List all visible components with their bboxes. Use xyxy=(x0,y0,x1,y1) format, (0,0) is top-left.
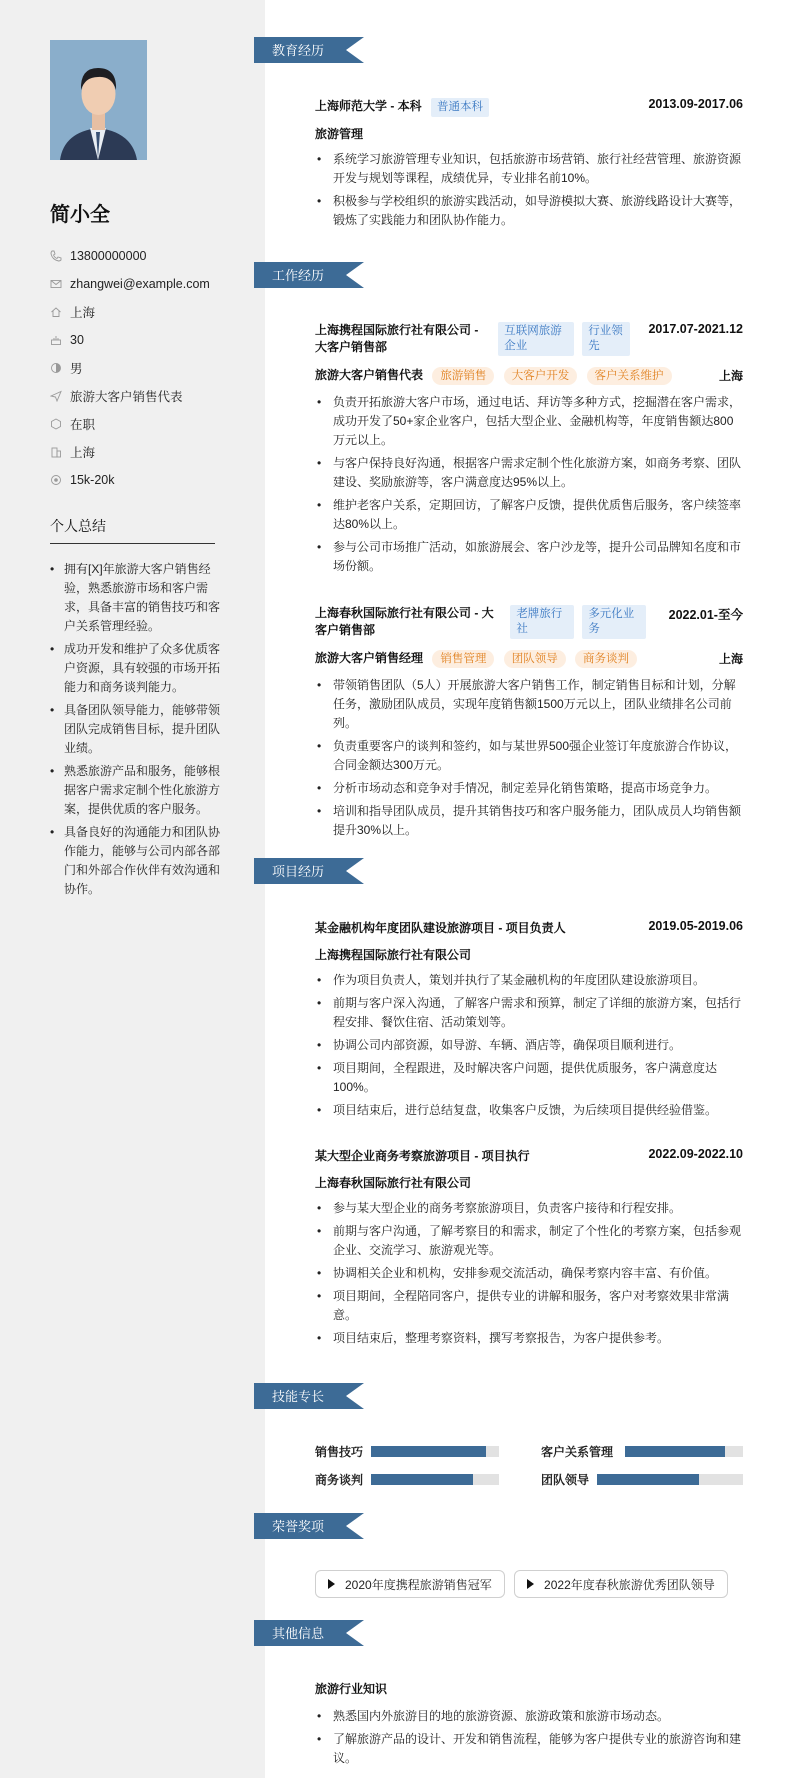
award-label: 2020年度携程旅游销售冠军 xyxy=(345,1577,492,1592)
skill-tag: 旅游销售 xyxy=(432,367,494,385)
skill-tag: 客户关系维护 xyxy=(587,367,672,385)
candidate-name: 简小全 xyxy=(50,204,110,226)
company-tag: 老牌旅行社 xyxy=(510,605,574,639)
home-icon xyxy=(50,306,62,318)
education-date: 2013.09-2017.06 xyxy=(648,97,743,111)
section-title: 项目经历 xyxy=(272,864,325,879)
status-row xyxy=(50,410,250,438)
work-bullets xyxy=(315,393,743,576)
bullet-item: • 协调相关企业和机构，安排参观交流活动，确保考察内容丰富、有价值。 xyxy=(315,1264,743,1283)
project-title: 某金融机构年度团队建设旅游项目 - 项目负责人 xyxy=(315,921,566,935)
skill-name: 销售技巧 xyxy=(315,1444,364,1459)
section-title: 工作经历 xyxy=(272,268,325,283)
project-date: 2022.09-2022.10 xyxy=(648,1147,743,1161)
skill-item xyxy=(541,1471,743,1487)
company-tag: 行业领先 xyxy=(582,322,630,356)
company-name: 上海春秋国际旅行社有限公司 - 大客户销售部 xyxy=(315,606,494,637)
summary-list xyxy=(50,560,220,903)
education-bullets xyxy=(315,150,743,230)
bullet-item: • 分析市场动态和竞争对手情况，制定差异化销售策略，提高市场竞争力。 xyxy=(315,779,743,798)
job-row xyxy=(50,382,250,410)
target-city-row xyxy=(50,438,250,466)
phone-icon xyxy=(50,250,62,262)
bullet-item: • 了解旅游产品的设计、开发和销售流程，能够为客户提供专业的旅游咨询和建议。 xyxy=(315,1730,743,1768)
salary-row xyxy=(50,466,250,494)
section-header-other xyxy=(254,1620,364,1646)
skill-bar-fill xyxy=(371,1446,486,1457)
email-row xyxy=(50,270,250,298)
bullet-item: • 培训和指导团队成员，提升其销售技巧和客户服务能力，团队成员人均销售额提升30%以上。 xyxy=(315,802,743,840)
skill-item xyxy=(315,1471,499,1487)
skills-grid xyxy=(315,1443,743,1487)
major: 旅游管理 xyxy=(315,127,364,141)
work-entry xyxy=(315,322,743,580)
skill-name: 客户关系管理 xyxy=(541,1444,614,1459)
contact-info xyxy=(50,242,250,494)
send-icon xyxy=(50,390,62,402)
bullet-item: • 积极参与学校组织的旅游实践活动，如导游模拟大赛、旅游线路设计大赛等，锻炼了实践能力和团队协作能力。 xyxy=(315,192,743,230)
project-entry xyxy=(315,1147,743,1352)
phone-row xyxy=(50,242,250,270)
company-tag: 多元化业务 xyxy=(582,605,646,639)
job-value: 旅游大客户销售代表 xyxy=(70,390,183,404)
summary-item: • 成功开发和维护了众多优质客户资源，具有较强的市场开拓能力和商务谈判能力。 xyxy=(50,640,220,697)
sidebar xyxy=(0,0,265,1778)
skill-bar-fill xyxy=(597,1474,699,1485)
job-role: 旅游大客户销售代表 xyxy=(315,368,424,382)
award-item xyxy=(514,1570,728,1598)
summary-item: • 拥有[X]年旅游大客户销售经验，熟悉旅游市场和客户需求，具备丰富的销售技巧和客户关系管理经验。 xyxy=(50,560,220,636)
summary-title: 个人总结 xyxy=(50,516,215,544)
work-date: 2022.01-至今 xyxy=(668,608,743,622)
play-icon xyxy=(328,1579,335,1589)
education-entry xyxy=(315,97,743,234)
coin-icon xyxy=(50,474,62,486)
work-entry xyxy=(315,605,743,844)
avatar xyxy=(50,40,147,160)
gender-value: 男 xyxy=(70,362,83,376)
phone-value: 13800000000 xyxy=(70,249,147,263)
skill-bar xyxy=(597,1474,743,1485)
summary-item: • 具备团队领导能力，能够带领团队完成销售目标，提升团队业绩。 xyxy=(50,701,220,758)
award-item xyxy=(315,1570,505,1598)
bullet-item: • 项目期间，全程跟进，及时解决客户问题，提供优质服务，客户满意度达100%。 xyxy=(315,1059,743,1097)
project-entry xyxy=(315,919,743,1124)
skill-bar xyxy=(371,1474,499,1485)
skill-item xyxy=(315,1443,499,1459)
bullet-item: • 项目结束后，整理考察资料，撰写考察报告，为客户提供参考。 xyxy=(315,1329,743,1348)
bullet-item: • 参与某大型企业的商务考察旅游项目，负责客户接待和行程安排。 xyxy=(315,1199,743,1218)
project-company: 上海春秋国际旅行社有限公司 xyxy=(315,1176,472,1190)
skill-bar xyxy=(625,1446,743,1457)
bullet-item: • 前期与客户沟通，了解考察目的和需求，制定了个性化的考察方案，包括参观企业、交流学习、旅游观光等。 xyxy=(315,1222,743,1260)
skill-bar-fill xyxy=(625,1446,725,1457)
work-bullets xyxy=(315,676,743,840)
skill-item xyxy=(541,1443,743,1459)
bullet-item: • 参与公司市场推广活动，如旅游展会、客户沙龙等，提升公司品牌知名度和市场份额。 xyxy=(315,538,743,576)
section-title: 技能专长 xyxy=(272,1389,325,1404)
section-header-education xyxy=(254,37,364,63)
section-header-work xyxy=(254,262,364,288)
project-title: 某大型企业商务考察旅游项目 - 项目执行 xyxy=(315,1149,530,1163)
section-title: 荣誉奖项 xyxy=(272,1519,325,1534)
skill-tag: 商务谈判 xyxy=(575,650,637,668)
skill-name: 商务谈判 xyxy=(315,1472,364,1487)
work-date: 2017.07-2021.12 xyxy=(648,322,743,336)
summary-item: • 具备良好的沟通能力和团队协作能力，能够与公司内部各部门和外部合作伙伴有效沟通和协作。 xyxy=(50,823,220,899)
target-city-value: 上海 xyxy=(70,446,96,460)
skill-bar xyxy=(371,1446,499,1457)
skill-tag: 大客户开发 xyxy=(504,367,578,385)
awards-list xyxy=(315,1570,743,1598)
section-header-projects xyxy=(254,858,364,884)
school-name: 上海师范大学 - 本科 xyxy=(315,99,422,113)
bullet-item: • 作为项目负责人，策划并执行了某金融机构的年度团队建设旅游项目。 xyxy=(315,971,743,990)
gender-icon xyxy=(50,362,62,374)
cake-icon xyxy=(50,334,62,346)
bullet-item: • 项目结束后，进行总结复盘，收集客户反馈，为后续项目提供经验借鉴。 xyxy=(315,1101,743,1120)
gender-row xyxy=(50,354,250,382)
company-name: 上海携程国际旅行社有限公司 - 大客户销售部 xyxy=(315,323,479,354)
other-bullets xyxy=(315,1707,743,1768)
mail-icon xyxy=(50,278,62,290)
bullet-item: • 熟悉国内外旅游目的地的旅游资源、旅游政策和旅游市场动态。 xyxy=(315,1707,743,1726)
award-label: 2022年度春秋旅游优秀团队领导 xyxy=(544,1577,715,1592)
section-header-awards xyxy=(254,1513,364,1539)
city-value: 上海 xyxy=(70,306,96,320)
project-bullets xyxy=(315,971,743,1120)
skill-tag: 销售管理 xyxy=(432,650,494,668)
status-value: 在职 xyxy=(70,418,96,432)
skill-name: 团队领导 xyxy=(541,1472,590,1487)
work-location: 上海 xyxy=(718,652,743,666)
project-company: 上海携程国际旅行社有限公司 xyxy=(315,948,472,962)
other-entry xyxy=(315,1680,743,1772)
status-icon xyxy=(50,418,62,430)
building-icon xyxy=(50,446,62,458)
bullet-item: • 负责重要客户的谈判和签约，如与某世界500强企业签订年度旅游合作协议，合同金额达300万元。 xyxy=(315,737,743,775)
project-bullets xyxy=(315,1199,743,1348)
bullet-item: • 前期与客户深入沟通，了解客户需求和预算，制定了详细的旅游方案，包括行程安排、餐饮住宿、活动策划等。 xyxy=(315,994,743,1032)
bullet-item: • 负责开拓旅游大客户市场，通过电话、拜访等多种方式，挖掘潜在客户需求，成功开发了50+家企业客户，包括大型企业、金融机构等，年度销售额达800万元以上。 xyxy=(315,393,743,450)
skill-tag: 团队领导 xyxy=(504,650,566,668)
bullet-item: • 协调公司内部资源，如导游、车辆、酒店等，确保项目顺利进行。 xyxy=(315,1036,743,1055)
job-role: 旅游大客户销售经理 xyxy=(315,651,424,665)
section-header-skills xyxy=(254,1383,364,1409)
skill-bar-fill xyxy=(371,1474,473,1485)
section-title: 其他信息 xyxy=(272,1626,325,1641)
school-tag: 普通本科 xyxy=(431,98,489,117)
work-location: 上海 xyxy=(718,369,743,383)
company-tag: 互联网旅游企业 xyxy=(498,322,574,356)
salary-value: 15k-20k xyxy=(70,473,115,487)
bullet-item: • 与客户保持良好沟通，根据客户需求定制个性化旅游方案，如商务考察、团队建设、奖励旅游等，客户满意度达95%以上。 xyxy=(315,454,743,492)
other-title: 旅游行业知识 xyxy=(315,1682,388,1696)
email-value: zhangwei@example.com xyxy=(70,277,210,291)
summary-item: • 熟悉旅游产品和服务，能够根据客户需求定制个性化旅游方案，提供优质的客户服务。 xyxy=(50,762,220,819)
section-title: 教育经历 xyxy=(272,43,325,58)
city-row xyxy=(50,298,250,326)
bullet-item: • 系统学习旅游管理专业知识，包括旅游市场营销、旅行社经营管理、旅游资源开发与规划等课程，成绩优异，专业排名前10%。 xyxy=(315,150,743,188)
age-value: 30 xyxy=(70,333,84,347)
bullet-item: • 带领销售团队（5人）开展旅游大客户销售工作，制定销售目标和计划，分解任务，激励团队成员，实现年度销售额1500万元以上，团队业绩排名公司前列。 xyxy=(315,676,743,733)
bullet-item: • 项目期间，全程陪同客户，提供专业的讲解和服务，客户对考察效果非常满意。 xyxy=(315,1287,743,1325)
age-row xyxy=(50,326,250,354)
play-icon xyxy=(527,1579,534,1589)
project-date: 2019.05-2019.06 xyxy=(648,919,743,933)
bullet-item: • 维护老客户关系，定期回访，了解客户反馈，提供优质售后服务，客户续签率达80%以上。 xyxy=(315,496,743,534)
